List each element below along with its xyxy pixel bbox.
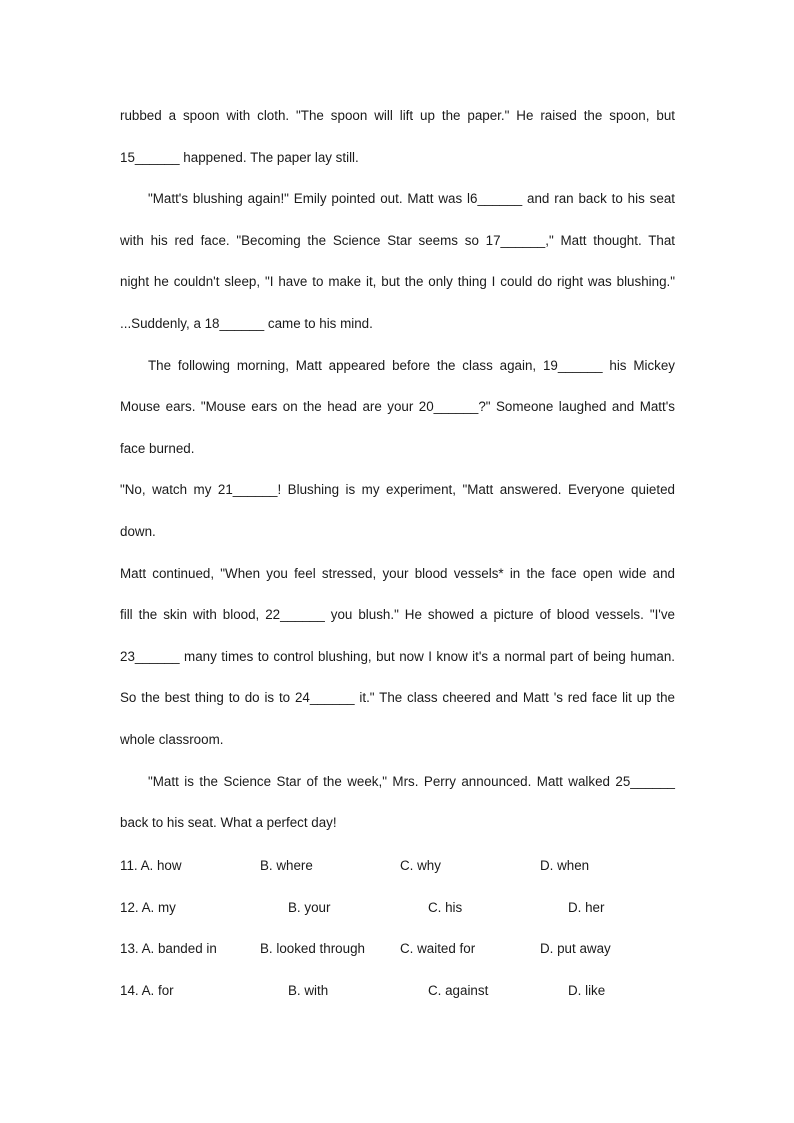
option-d: D. put away <box>540 941 611 957</box>
question-row <box>120 893 675 935</box>
option-a: 12. A. my <box>120 899 176 915</box>
passage-line: "No, watch my 21______! Blushing is my experiment, "Matt answered. Everyone quieted <box>120 482 675 498</box>
passage-line: down. <box>120 523 156 539</box>
option-d: D. her <box>568 899 605 915</box>
question-row <box>120 976 675 1018</box>
passage-line: with his red face. "Becoming the Science Star seems so 17______," Matt thought. That <box>120 232 675 248</box>
answer-options <box>120 851 675 1017</box>
option-b: B. looked through <box>260 941 365 957</box>
passage-line: ...Suddenly, a 18______ came to his mind. <box>120 315 373 331</box>
passage <box>120 101 675 850</box>
passage-line: whole classroom. <box>120 731 224 747</box>
option-a: 13. A. banded in <box>120 941 217 957</box>
option-a: 14. A. for <box>120 982 174 998</box>
passage-line: back to his seat. What a perfect day! <box>120 815 337 831</box>
passage-line: fill the skin with blood, 22______ you blush." He showed a picture of blood vessels. "I've <box>120 607 675 623</box>
option-c: C. his <box>428 899 463 915</box>
option-b: B. where <box>260 858 313 873</box>
passage-line: So the best thing to do is to 24______ it." The class cheered and Matt 's red face lit up the <box>120 690 675 706</box>
passage-line: "Matt is the Science Star of the week," Mrs. Perry announced. Matt walked 25______ <box>148 773 675 789</box>
passage-line: face burned. <box>120 440 195 456</box>
option-b: B. your <box>288 899 331 915</box>
passage-line: Mouse ears. "Mouse ears on the head are your 20______?" Someone laughed and Matt's <box>120 399 675 415</box>
passage-line: 15______ happened. The paper lay still. <box>120 149 359 165</box>
passage-line: rubbed a spoon with cloth. "The spoon will lift up the paper." He raised the spoon, but <box>120 108 675 123</box>
question-row <box>120 934 675 976</box>
option-c: C. waited for <box>400 941 476 957</box>
passage-line: Matt continued, "When you feel stressed, your blood vessels* in the face open wide and <box>120 565 675 581</box>
passage-line: night he couldn't sleep, "I have to make it, but the only thing I could do right was blushing." <box>120 274 675 290</box>
passage-line: 23______ many times to control blushing, but now I know it's a normal part of being human. <box>120 648 675 664</box>
option-d: D. like <box>568 982 606 998</box>
option-c: C. why <box>400 858 441 873</box>
option-b: B. with <box>288 982 329 998</box>
option-d: D. when <box>540 858 590 873</box>
question-row <box>120 851 675 893</box>
passage-line: "Matt's blushing again!" Emily pointed out. Matt was l6______ and ran back to his seat <box>148 191 675 207</box>
passage-line: The following morning, Matt appeared before the class again, 19______ his Mickey <box>148 357 675 373</box>
option-c: C. against <box>428 982 489 998</box>
option-a: 11. A. how <box>120 858 182 873</box>
